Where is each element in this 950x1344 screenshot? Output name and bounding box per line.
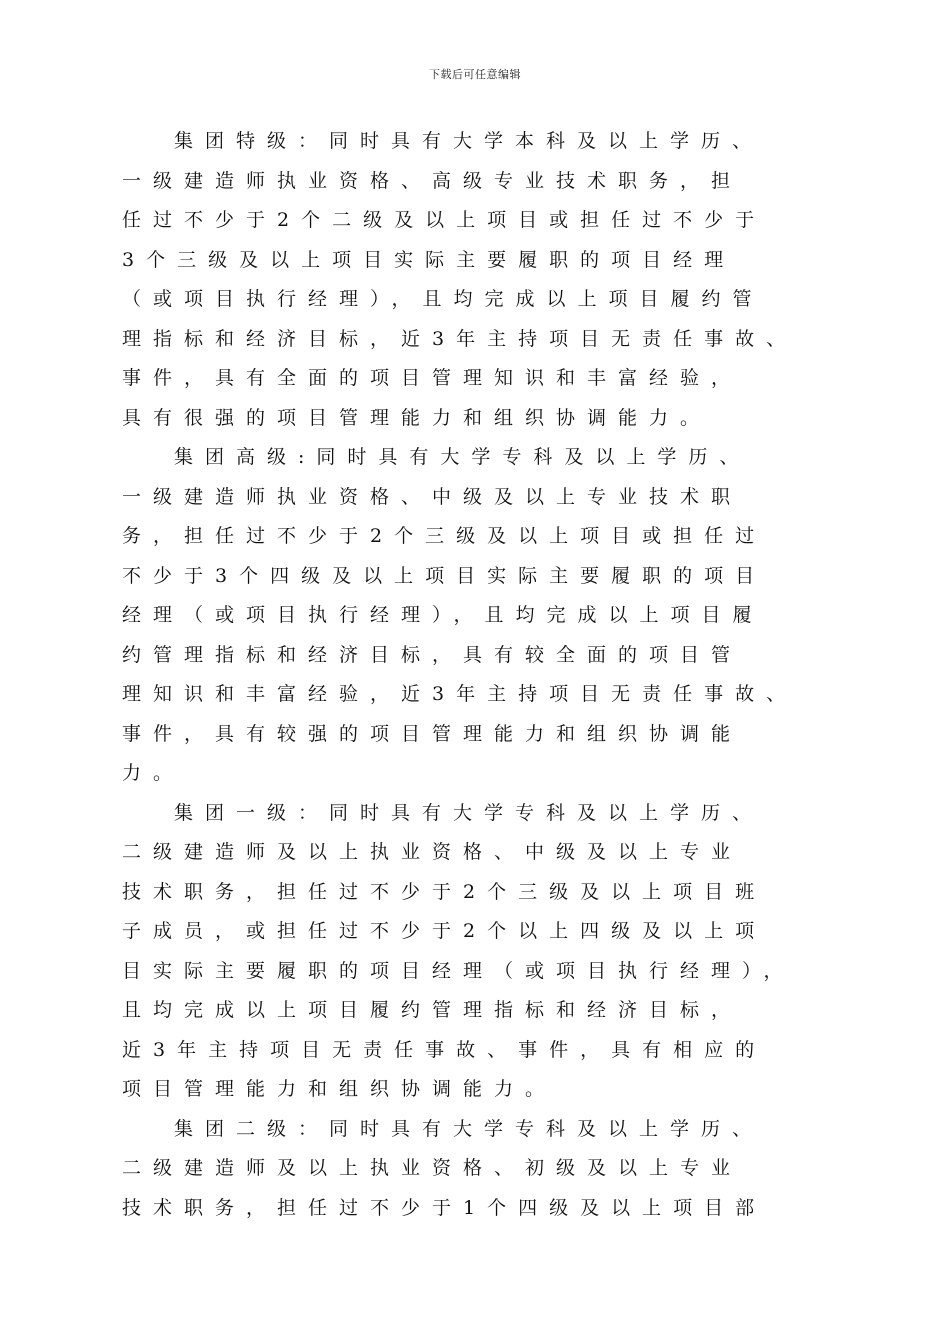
text-line: 一级建造师执业资格、高级专业技术职务，担 bbox=[122, 169, 743, 192]
text-line: 事件，具有较强的项目管理能力和组织协调能 bbox=[122, 722, 743, 745]
paragraph-group-senior-grade bbox=[122, 438, 862, 794]
text-line: 3个三级及以上项目实际主要履职的项目经理 bbox=[122, 248, 736, 271]
text-line: 技术职务，担任过不少于2个三级及以上项目班 bbox=[122, 880, 767, 903]
text-line: 集团二级：同时具有大学专科及以上学历、 bbox=[174, 1117, 764, 1140]
paragraph-group-special-grade bbox=[122, 122, 862, 438]
text-line: （或项目执行经理），且均完成以上项目履约管 bbox=[122, 288, 764, 310]
text-line: 且均完成以上项目履约管理指标和经济目标， bbox=[122, 999, 743, 1021]
text-line: 二级建造师及以上执业资格、初级及以上专业 bbox=[122, 1157, 743, 1179]
text-line: 务，担任过不少于2个三级及以上项目或担任过 bbox=[122, 525, 767, 547]
text-line: 子成员，或担任过不少于2个以上四级及以上项 bbox=[122, 920, 767, 942]
text-line: 理知识和丰富经验，近3年主持项目无责任事故、 bbox=[122, 683, 798, 705]
text-line: 技术职务，担任过不少于1个四级及以上项目部 bbox=[122, 1196, 767, 1219]
paragraph-group-second-grade bbox=[122, 1110, 862, 1229]
text-line: 项目管理能力和组织协调能力。 bbox=[122, 1078, 557, 1100]
text-line: 经理（或项目执行经理），且均完成以上项目履 bbox=[122, 604, 764, 626]
text-line: 近3年主持项目无责任事故、事件，具有相应的 bbox=[122, 1038, 767, 1061]
text-line: 集团特级：同时具有大学本科及以上学历、 bbox=[174, 130, 764, 152]
text-line: 目实际主要履职的项目经理（或项目执行经理）， bbox=[122, 959, 795, 982]
text-line: 二级建造师及以上执业资格、中级及以上专业 bbox=[122, 841, 743, 863]
text-line: 一级建造师执业资格、中级及以上专业技术职 bbox=[122, 485, 743, 508]
text-line: 不少于3个四级及以上项目实际主要履职的项目 bbox=[122, 564, 767, 587]
text-line: 力。 bbox=[122, 762, 185, 784]
page-header: 下载后可任意编辑 bbox=[429, 68, 521, 81]
text-line: 具有很强的项目管理能力和组织协调能力。 bbox=[122, 406, 712, 429]
text-line: 事件，具有全面的项目管理知识和丰富经验， bbox=[122, 367, 743, 389]
paragraph-group-first-grade bbox=[122, 794, 862, 1110]
text-line: 任过不少于2个二级及以上项目或担任过不少于 bbox=[122, 209, 767, 231]
text-line: 约管理指标和经济目标，具有较全面的项目管 bbox=[122, 643, 743, 666]
text-line: 理指标和经济目标，近3年主持项目无责任事故、 bbox=[122, 327, 798, 350]
text-line: 集团高级:同时具有大学专科及以上学历、 bbox=[174, 446, 751, 468]
text-line: 集团一级：同时具有大学专科及以上学历、 bbox=[174, 801, 764, 824]
document-body bbox=[122, 122, 862, 1228]
